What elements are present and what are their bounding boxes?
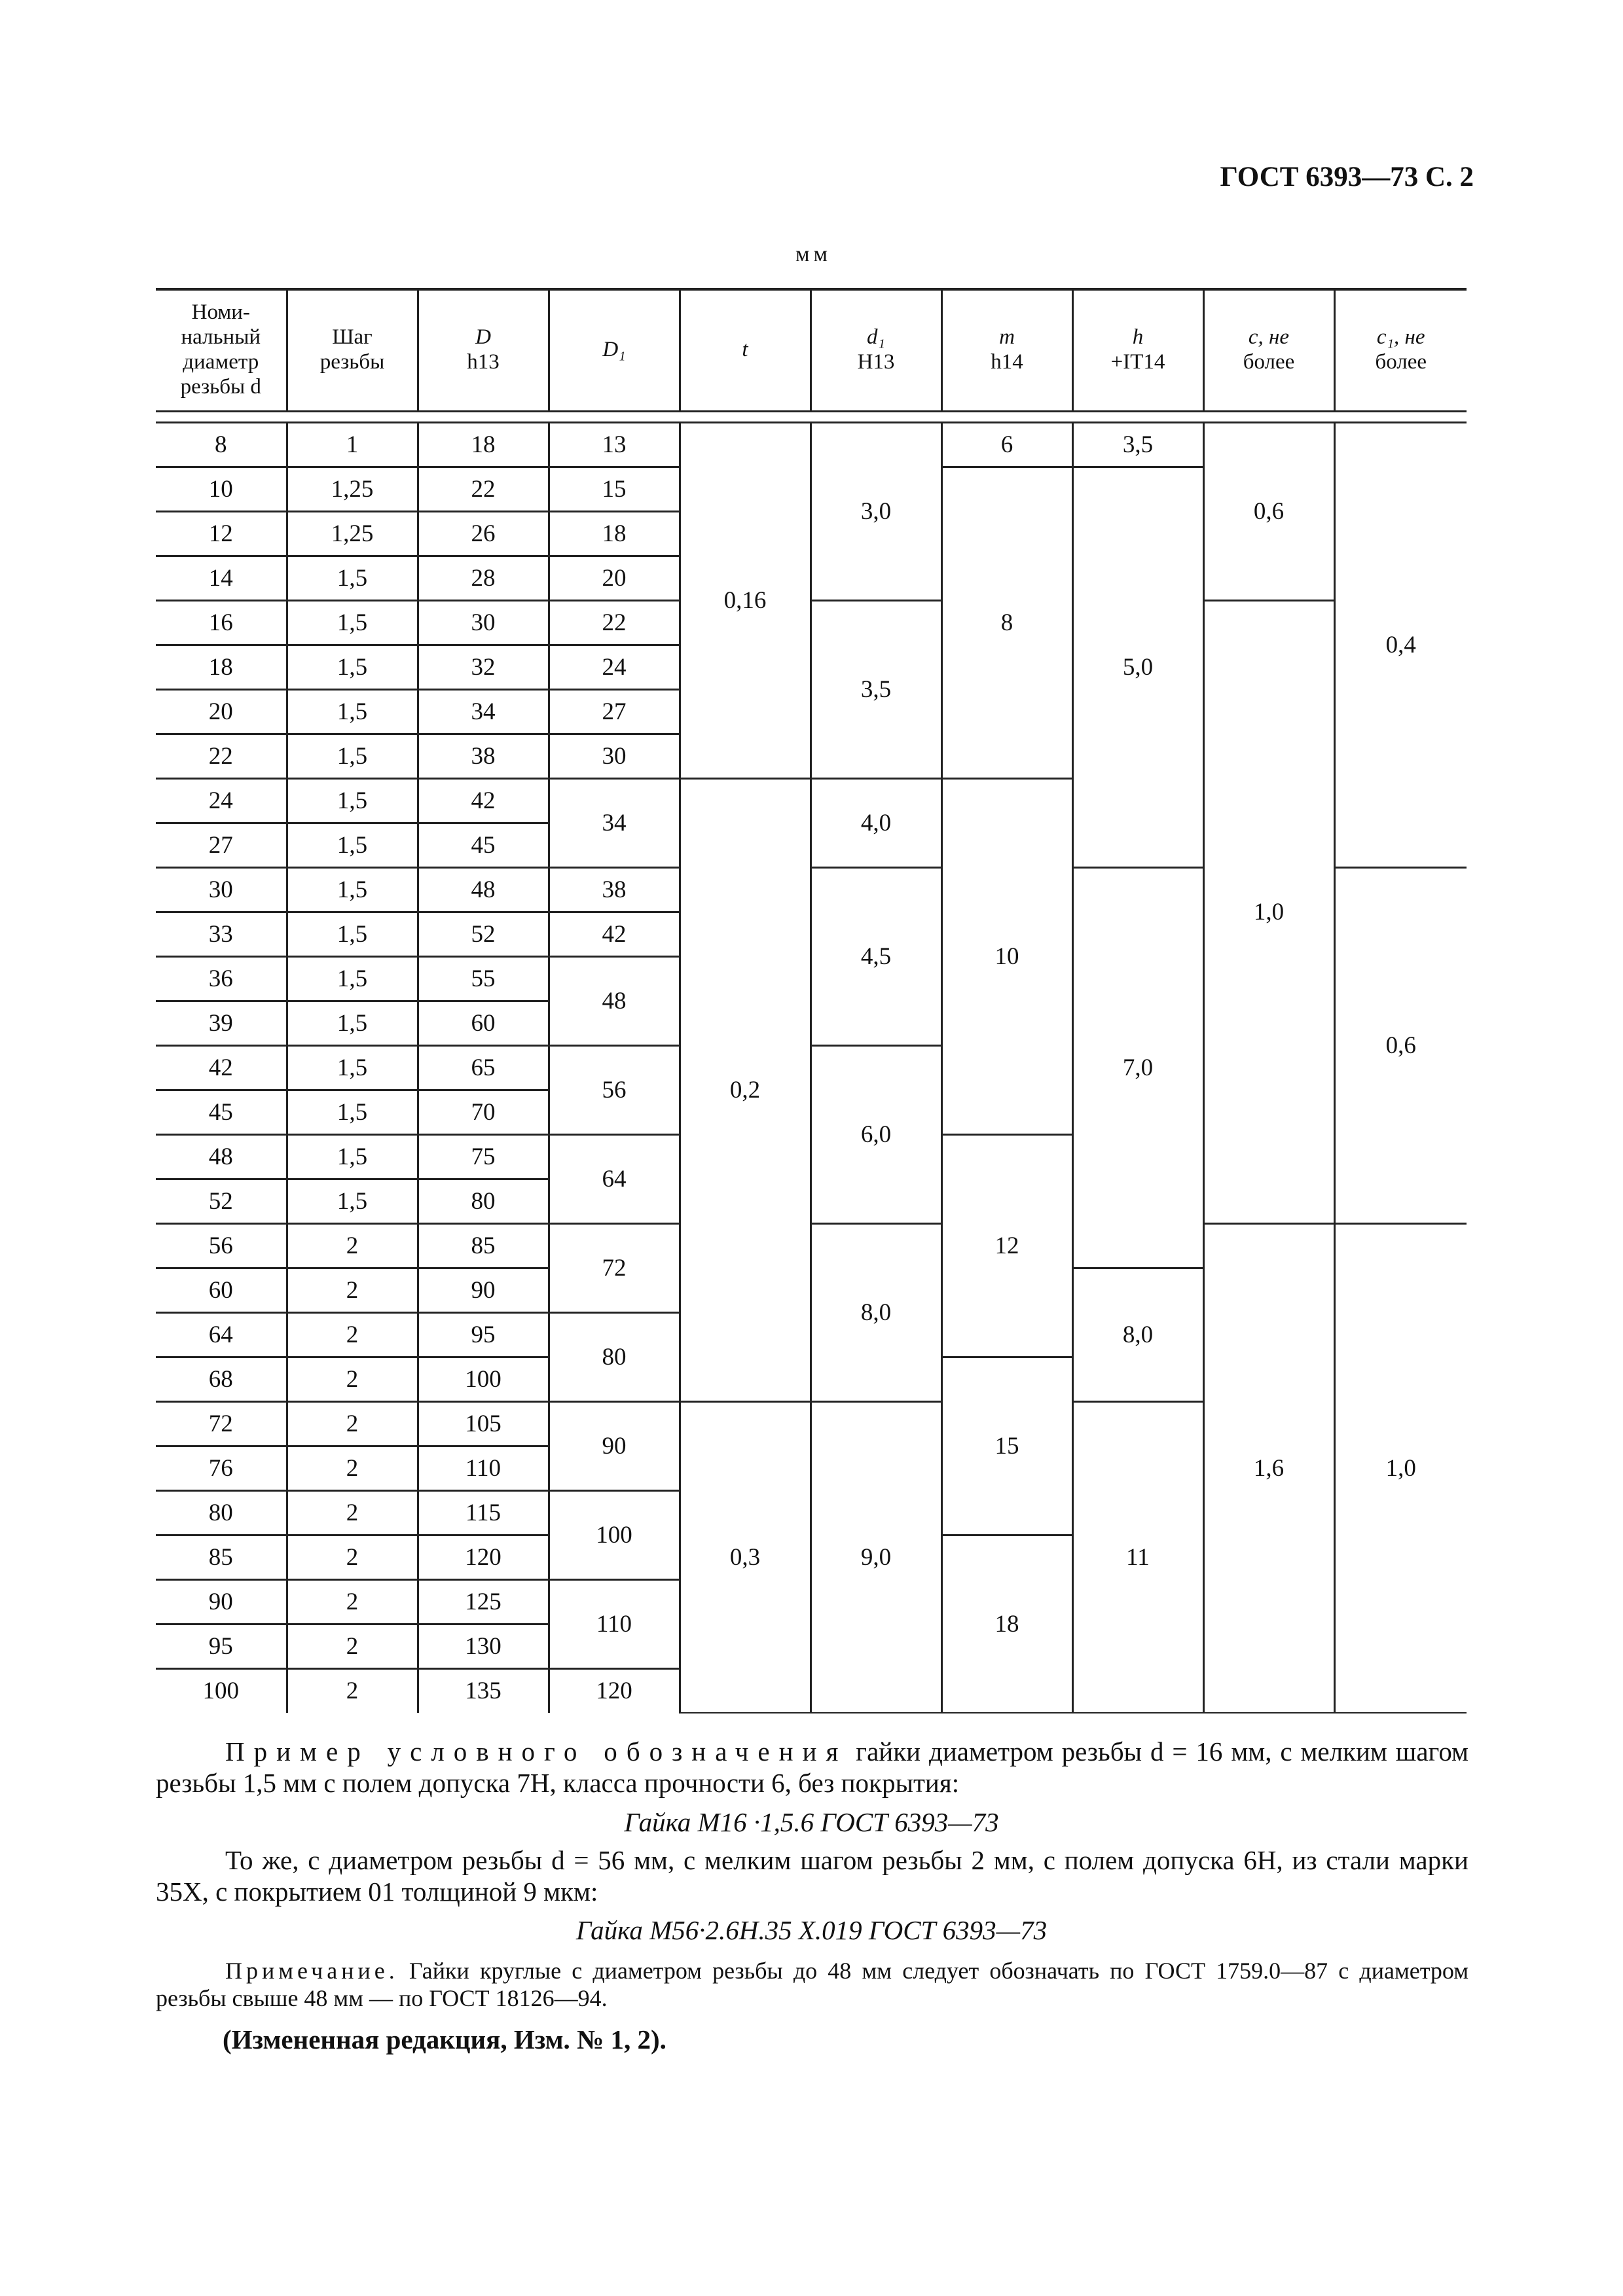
cell-step: 2 <box>287 1579 418 1624</box>
cell-h: 8,0 <box>1072 1268 1203 1401</box>
cell-d: 52 <box>156 1179 287 1223</box>
cell-D: 85 <box>418 1223 549 1268</box>
cell-d: 18 <box>156 645 287 689</box>
header-line: более <box>1375 350 1427 374</box>
header-line: Шаг <box>332 325 373 350</box>
cell-D: 32 <box>418 645 549 689</box>
cell-D: 80 <box>418 1179 549 1223</box>
cell-step: 1,5 <box>287 823 418 867</box>
cell-c: 1,0 <box>1203 600 1334 1223</box>
cell-D: 30 <box>418 600 549 645</box>
cell-h: 7,0 <box>1072 867 1203 1268</box>
cell-D: 18 <box>418 422 549 467</box>
header-col-m <box>941 289 1072 411</box>
cell-D1: 30 <box>549 734 680 778</box>
cell-D1: 38 <box>549 867 680 912</box>
cell-m: 15 <box>941 1357 1072 1535</box>
cell-t: 0,2 <box>680 778 811 1401</box>
cell-step: 1,5 <box>287 1179 418 1223</box>
cell-d1: 3,0 <box>811 422 941 600</box>
cell-D: 48 <box>418 867 549 912</box>
cell-d: 60 <box>156 1268 287 1312</box>
header-line: более <box>1243 350 1295 374</box>
cell-d: 100 <box>156 1668 287 1713</box>
header-col-c1 <box>1334 289 1467 411</box>
header-col-t <box>680 289 811 411</box>
cell-D: 75 <box>418 1134 549 1179</box>
cell-step: 1,5 <box>287 734 418 778</box>
cell-d: 95 <box>156 1624 287 1668</box>
note-body: Гайки круглые с диаметром резьбы до 48 мм следует обозначать по ГОСТ 1759.0—87 с диаметром резьбы свыше 48 мм — по ГОСТ 18126—94. <box>156 1958 1468 2011</box>
header-line: D <box>475 325 491 350</box>
header-line: резьбы <box>319 350 385 374</box>
cell-D: 65 <box>418 1045 549 1090</box>
cell-D: 90 <box>418 1268 549 1312</box>
cell-D1: 56 <box>549 1045 680 1134</box>
example-paragraph <box>156 1736 1468 1799</box>
header-line: диаметр <box>183 350 259 374</box>
cell-d: 85 <box>156 1535 287 1579</box>
cell-d1: 4,5 <box>811 867 941 1045</box>
cell-d: 8 <box>156 422 287 467</box>
cell-D: 100 <box>418 1357 549 1401</box>
cell-d: 10 <box>156 467 287 511</box>
header-line: t <box>742 338 748 362</box>
cell-D: 52 <box>418 912 549 956</box>
cell-step: 1,25 <box>287 467 418 511</box>
designation-formula-1: Гайка M16 ·1,5.6 ГОСТ 6393—73 <box>624 1807 999 1837</box>
cell-d: 22 <box>156 734 287 778</box>
header-line: +IT14 <box>1110 350 1165 374</box>
revision-note: (Измененная редакция, Изм. № 1, 2). <box>223 2024 666 2054</box>
cell-D1: 18 <box>549 511 680 556</box>
cell-D: 34 <box>418 689 549 734</box>
designation-formula-2: Гайка M56·2.6H.35 X.019 ГОСТ 6393—73 <box>575 1915 1048 1945</box>
table-row <box>156 422 1467 467</box>
cell-d1: 9,0 <box>811 1401 941 1713</box>
cell-h: 3,5 <box>1072 422 1203 467</box>
header-col-d1 <box>811 289 941 411</box>
cell-step: 1,5 <box>287 600 418 645</box>
cell-d: 64 <box>156 1312 287 1357</box>
cell-d: 42 <box>156 1045 287 1090</box>
cell-D: 26 <box>418 511 549 556</box>
cell-step: 2 <box>287 1357 418 1401</box>
cell-t: 0,16 <box>680 422 811 778</box>
cell-d: 45 <box>156 1090 287 1134</box>
cell-step: 2 <box>287 1401 418 1446</box>
example-label: Пример условного обозначения <box>225 1736 848 1767</box>
cell-step: 1,5 <box>287 1090 418 1134</box>
units-label: мм <box>795 242 832 266</box>
cell-D: 70 <box>418 1090 549 1134</box>
note-paragraph <box>156 1957 1468 2012</box>
example-body: гайки диаметром резьбы d = 16 мм, с мелким шагом резьбы 1,5 мм с полем допуска 7H, класса прочности 6, без покрытия: <box>156 1736 1468 1798</box>
header-col-D <box>418 289 549 411</box>
cell-c1: 1,0 <box>1334 1223 1467 1713</box>
cell-h: 11 <box>1072 1401 1203 1713</box>
cell-step: 2 <box>287 1446 418 1490</box>
cell-d: 12 <box>156 511 287 556</box>
cell-m: 10 <box>941 778 1072 1134</box>
header-line: c₁, не <box>1376 325 1425 350</box>
cell-D1: 13 <box>549 422 680 467</box>
cell-d: 90 <box>156 1579 287 1624</box>
cell-D: 115 <box>418 1490 549 1535</box>
cell-D1: 42 <box>549 912 680 956</box>
cell-D1: 20 <box>549 556 680 600</box>
cell-step: 1,5 <box>287 956 418 1001</box>
cell-d1: 3,5 <box>811 600 941 778</box>
cell-d: 72 <box>156 1401 287 1446</box>
cell-d: 48 <box>156 1134 287 1179</box>
cell-step: 1 <box>287 422 418 467</box>
cell-D1: 100 <box>549 1490 680 1579</box>
cell-d: 33 <box>156 912 287 956</box>
cell-D: 60 <box>418 1001 549 1045</box>
cell-m: 8 <box>941 467 1072 778</box>
cell-step: 1,5 <box>287 867 418 912</box>
cell-step: 2 <box>287 1490 418 1535</box>
cell-step: 2 <box>287 1268 418 1312</box>
cell-step: 1,5 <box>287 1045 418 1090</box>
cell-m: 12 <box>941 1134 1072 1357</box>
cell-d: 27 <box>156 823 287 867</box>
cell-D1: 27 <box>549 689 680 734</box>
cell-step: 1,5 <box>287 778 418 823</box>
header-line: нальный <box>181 325 261 350</box>
header-line: m <box>999 325 1015 350</box>
cell-d1: 8,0 <box>811 1223 941 1401</box>
cell-d: 76 <box>156 1446 287 1490</box>
header-line: h <box>1132 325 1144 350</box>
cell-D: 22 <box>418 467 549 511</box>
cell-D1: 24 <box>549 645 680 689</box>
cell-step: 1,5 <box>287 1001 418 1045</box>
page-header: ГОСТ 6393—73 С. 2 <box>1220 162 1474 192</box>
header-line: H13 <box>857 350 895 374</box>
cell-D1: 72 <box>549 1223 680 1312</box>
cell-step: 2 <box>287 1535 418 1579</box>
cell-D: 110 <box>418 1446 549 1490</box>
cell-D1: 110 <box>549 1579 680 1668</box>
cell-t: 0,3 <box>680 1401 811 1713</box>
same-paragraph: То же, с диаметром резьбы d = 56 мм, с мелким шагом резьбы 2 мм, с полем допуска 6H, из стали марки 35X, с покрытием 01 толщиной 9 мкм: <box>156 1845 1468 1907</box>
cell-m: 6 <box>941 422 1072 467</box>
cell-step: 2 <box>287 1312 418 1357</box>
cell-d1: 6,0 <box>811 1045 941 1223</box>
cell-D1: 64 <box>549 1134 680 1223</box>
cell-c1: 0,6 <box>1334 867 1467 1223</box>
dimensions-table <box>156 288 1467 1713</box>
cell-c: 0,6 <box>1203 422 1334 600</box>
header-col-h <box>1072 289 1203 411</box>
header-line: d₁ <box>867 325 885 350</box>
cell-step: 2 <box>287 1624 418 1668</box>
table-row <box>156 600 1467 645</box>
cell-d1: 4,0 <box>811 778 941 867</box>
cell-m: 18 <box>941 1535 1072 1713</box>
cell-D: 28 <box>418 556 549 600</box>
cell-h: 5,0 <box>1072 467 1203 867</box>
header-col-D1 <box>549 289 680 411</box>
cell-D1: 22 <box>549 600 680 645</box>
cell-d: 24 <box>156 778 287 823</box>
header-line: D₁ <box>602 338 626 362</box>
cell-d: 14 <box>156 556 287 600</box>
cell-D1: 120 <box>549 1668 680 1713</box>
cell-d: 56 <box>156 1223 287 1268</box>
header-line: h13 <box>467 350 500 374</box>
cell-D: 38 <box>418 734 549 778</box>
cell-D1: 48 <box>549 956 680 1045</box>
cell-d: 30 <box>156 867 287 912</box>
header-line: Номи- <box>191 300 250 325</box>
table-row <box>156 1223 1467 1268</box>
cell-D1: 15 <box>549 467 680 511</box>
cell-D1: 90 <box>549 1401 680 1490</box>
cell-step: 1,5 <box>287 912 418 956</box>
cell-d: 80 <box>156 1490 287 1535</box>
header-col-d <box>156 289 287 411</box>
cell-d: 39 <box>156 1001 287 1045</box>
table-header-row <box>156 289 1467 411</box>
cell-D: 95 <box>418 1312 549 1357</box>
header-col-step <box>287 289 418 411</box>
header-line: h14 <box>991 350 1023 374</box>
cell-step: 1,5 <box>287 556 418 600</box>
cell-d: 16 <box>156 600 287 645</box>
cell-c1: 0,4 <box>1334 422 1467 867</box>
cell-D: 45 <box>418 823 549 867</box>
cell-step: 2 <box>287 1668 418 1713</box>
cell-step: 1,25 <box>287 511 418 556</box>
cell-D1: 34 <box>549 778 680 867</box>
cell-d: 68 <box>156 1357 287 1401</box>
cell-step: 1,5 <box>287 645 418 689</box>
cell-D: 125 <box>418 1579 549 1624</box>
cell-D: 105 <box>418 1401 549 1446</box>
cell-D: 42 <box>418 778 549 823</box>
header-line: резьбы d <box>180 375 261 399</box>
cell-step: 1,5 <box>287 1134 418 1179</box>
header-col-c <box>1203 289 1334 411</box>
header-line: c, не <box>1248 325 1290 350</box>
note-label: Примечание. <box>225 1958 399 1984</box>
cell-d: 36 <box>156 956 287 1001</box>
cell-step: 1,5 <box>287 689 418 734</box>
cell-D: 135 <box>418 1668 549 1713</box>
cell-d: 20 <box>156 689 287 734</box>
cell-D: 55 <box>418 956 549 1001</box>
cell-c: 1,6 <box>1203 1223 1334 1713</box>
header-separator <box>156 411 1467 422</box>
cell-D: 130 <box>418 1624 549 1668</box>
cell-step: 2 <box>287 1223 418 1268</box>
cell-D1: 80 <box>549 1312 680 1401</box>
cell-D: 120 <box>418 1535 549 1579</box>
